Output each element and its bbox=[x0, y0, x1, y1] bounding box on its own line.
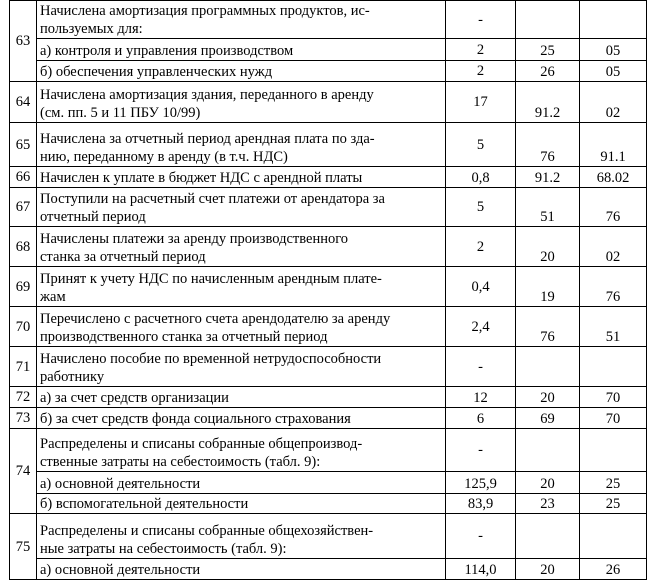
debit-cell: 20 bbox=[516, 227, 580, 267]
accounting-entries-table bbox=[9, 0, 647, 580]
debit-cell: 25 bbox=[516, 39, 580, 61]
entry-description: Начислен к уплате в бюджет НДС с арендной платы bbox=[37, 167, 446, 188]
row-number: 70 bbox=[10, 307, 37, 347]
entry-description: Начислена за отчетный период арендная плата по зда- нию, переданному в аренду (в т.ч. НДС) bbox=[37, 123, 446, 167]
row-number: 73 bbox=[10, 408, 37, 429]
debit-cell: 76 bbox=[516, 307, 580, 347]
entry-description: Начислены платежи за аренду производственного станка за отчетный период bbox=[37, 227, 446, 267]
amount-cell: - bbox=[446, 347, 516, 387]
table-row bbox=[10, 408, 647, 429]
entry-description: Начислена амортизация здания, переданного в аренду (см. пп. 5 и 11 ПБУ 10/99) bbox=[37, 82, 446, 123]
credit-cell: 68.02 bbox=[580, 167, 647, 188]
row-number: 67 bbox=[10, 188, 37, 227]
entry-description: Начислена амортизация программных продуктов, ис- пользуемых для: bbox=[37, 1, 446, 39]
row-number: 74 bbox=[10, 429, 37, 514]
table-row bbox=[10, 429, 647, 472]
table-row bbox=[10, 267, 647, 307]
row-number: 72 bbox=[10, 387, 37, 408]
table-row bbox=[10, 227, 647, 267]
amount-cell: 17 bbox=[446, 82, 516, 123]
credit-cell: 02 bbox=[580, 227, 647, 267]
table-row bbox=[10, 307, 647, 347]
debit-cell: 91.2 bbox=[516, 167, 580, 188]
amount-cell: 12 bbox=[446, 387, 516, 408]
debit-cell: 19 bbox=[516, 267, 580, 307]
credit-cell bbox=[580, 429, 647, 472]
entry-description: б) за счет средств фонда социального страхования bbox=[37, 408, 446, 429]
amount-cell: - bbox=[446, 514, 516, 559]
entry-description: б) вспомогательной деятельности bbox=[37, 494, 446, 514]
row-number: 63 bbox=[10, 1, 37, 82]
credit-cell: 76 bbox=[580, 188, 647, 227]
credit-cell: 70 bbox=[580, 408, 647, 429]
row-number: 75 bbox=[10, 514, 37, 580]
amount-cell: 114,0 bbox=[446, 559, 516, 580]
credit-cell: 70 bbox=[580, 387, 647, 408]
amount-cell: 125,9 bbox=[446, 472, 516, 494]
debit-cell: 76 bbox=[516, 123, 580, 167]
entry-description: а) основной деятельности bbox=[37, 559, 446, 580]
table-row bbox=[10, 472, 647, 494]
debit-cell: 69 bbox=[516, 408, 580, 429]
credit-cell: 02 bbox=[580, 82, 647, 123]
credit-cell: 76 bbox=[580, 267, 647, 307]
table-row bbox=[10, 347, 647, 387]
entry-description: а) контроля и управления производством bbox=[37, 39, 446, 61]
debit-cell: 20 bbox=[516, 559, 580, 580]
debit-cell bbox=[516, 1, 580, 39]
table-row bbox=[10, 61, 647, 82]
amount-cell: 5 bbox=[446, 188, 516, 227]
amount-cell: 6 bbox=[446, 408, 516, 429]
table-row bbox=[10, 188, 647, 227]
debit-cell: 20 bbox=[516, 387, 580, 408]
entry-description: Принят к учету НДС по начисленным арендным плате- жам bbox=[37, 267, 446, 307]
table-row bbox=[10, 167, 647, 188]
entry-description: Поступили на расчетный счет платежи от арендатора за отчетный период bbox=[37, 188, 446, 227]
table-row bbox=[10, 82, 647, 123]
credit-cell: 25 bbox=[580, 472, 647, 494]
debit-cell: 23 bbox=[516, 494, 580, 514]
amount-cell: 2,4 bbox=[446, 307, 516, 347]
amount-cell: 5 bbox=[446, 123, 516, 167]
debit-cell bbox=[516, 514, 580, 559]
amount-cell: 2 bbox=[446, 61, 516, 82]
debit-cell bbox=[516, 347, 580, 387]
credit-cell: 05 bbox=[580, 61, 647, 82]
table-row bbox=[10, 39, 647, 61]
row-number: 66 bbox=[10, 167, 37, 188]
amount-cell: 0,4 bbox=[446, 267, 516, 307]
credit-cell bbox=[580, 1, 647, 39]
row-number: 64 bbox=[10, 82, 37, 123]
table-row bbox=[10, 514, 647, 559]
amount-cell: - bbox=[446, 1, 516, 39]
table-row bbox=[10, 559, 647, 580]
debit-cell: 51 bbox=[516, 188, 580, 227]
table-row bbox=[10, 387, 647, 408]
entry-description: а) за счет средств организации bbox=[37, 387, 446, 408]
amount-cell: 2 bbox=[446, 227, 516, 267]
entry-description: Начислено пособие по временной нетрудоспособности работнику bbox=[37, 347, 446, 387]
amount-cell: 2 bbox=[446, 39, 516, 61]
credit-cell bbox=[580, 347, 647, 387]
credit-cell: 25 bbox=[580, 494, 647, 514]
amount-cell: 83,9 bbox=[446, 494, 516, 514]
table-row bbox=[10, 494, 647, 514]
debit-cell: 91.2 bbox=[516, 82, 580, 123]
credit-cell bbox=[580, 514, 647, 559]
credit-cell: 51 bbox=[580, 307, 647, 347]
row-number: 65 bbox=[10, 123, 37, 167]
table-row bbox=[10, 123, 647, 167]
row-number: 69 bbox=[10, 267, 37, 307]
debit-cell bbox=[516, 429, 580, 472]
debit-cell: 26 bbox=[516, 61, 580, 82]
entry-description: Распределены и списаны собранные общехозяйствен- ные затраты на себестоимость (табл. 9): bbox=[37, 514, 446, 559]
table-row bbox=[10, 1, 647, 39]
credit-cell: 05 bbox=[580, 39, 647, 61]
entry-description: Распределены и списаны собранные общепроизвод- ственные затраты на себестоимость (табл. 9): bbox=[37, 429, 446, 472]
amount-cell: 0,8 bbox=[446, 167, 516, 188]
row-number: 71 bbox=[10, 347, 37, 387]
debit-cell: 20 bbox=[516, 472, 580, 494]
row-number: 68 bbox=[10, 227, 37, 267]
entry-description: а) основной деятельности bbox=[37, 472, 446, 494]
entry-description: б) обеспечения управленческих нужд bbox=[37, 61, 446, 82]
entry-description: Перечислено с расчетного счета арендодателю за аренду производственного станка за отчетный период bbox=[37, 307, 446, 347]
credit-cell: 26 bbox=[580, 559, 647, 580]
amount-cell: - bbox=[446, 429, 516, 472]
credit-cell: 91.1 bbox=[580, 123, 647, 167]
